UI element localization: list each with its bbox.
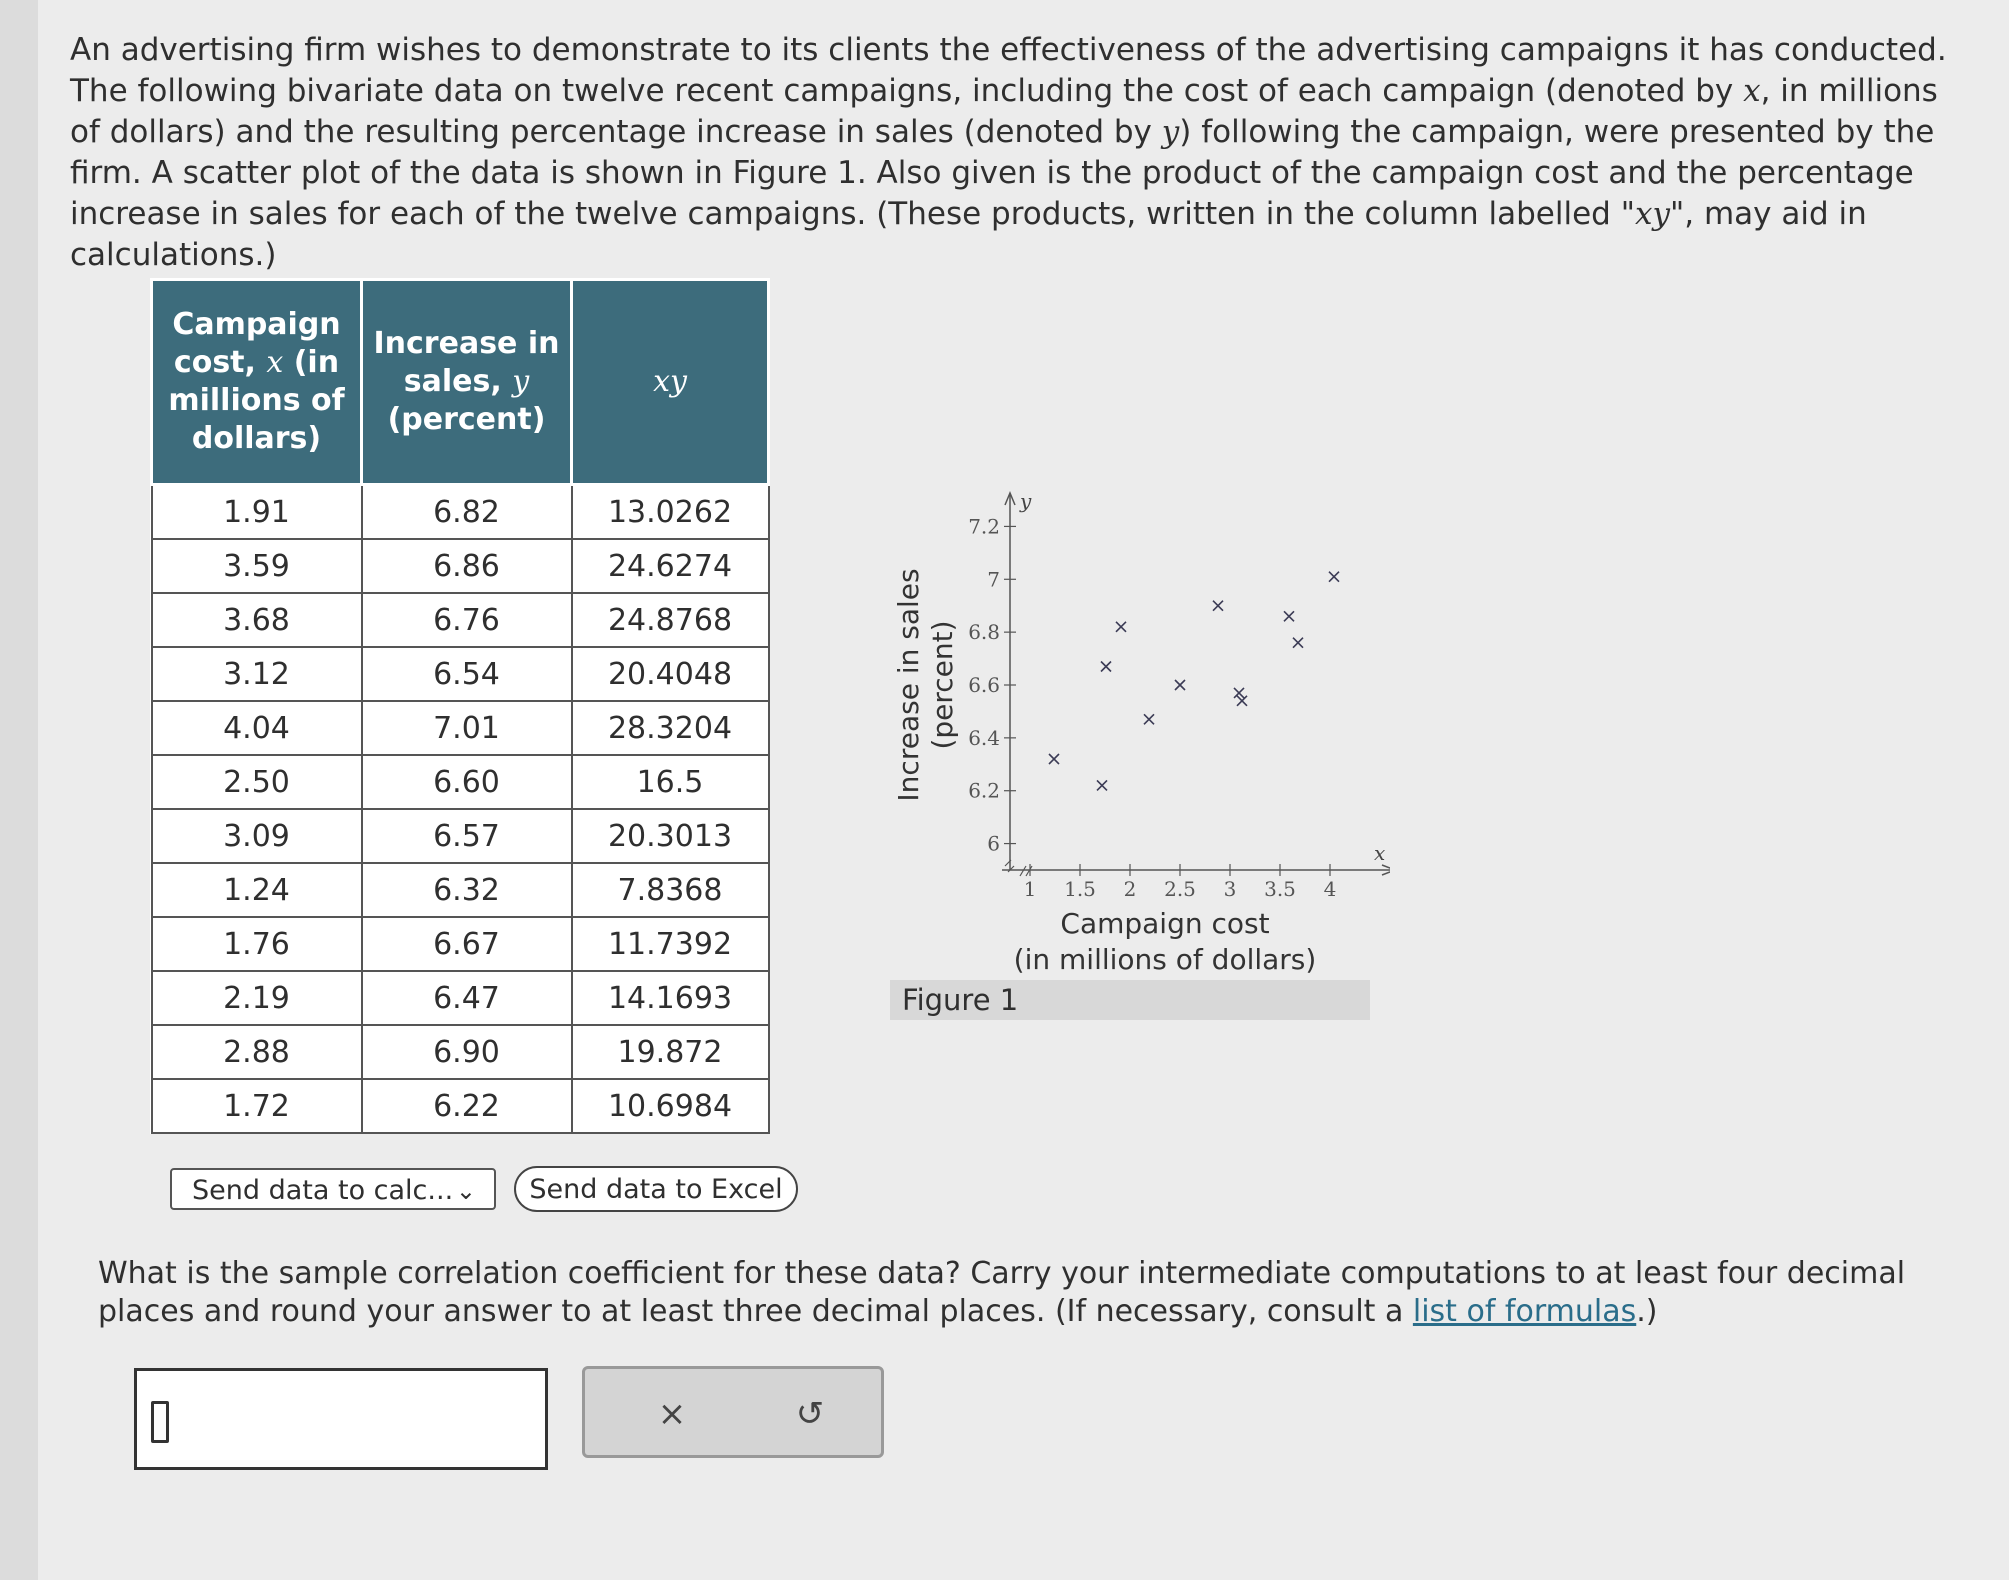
table-row	[152, 539, 769, 593]
cell-increase: 6.82	[362, 485, 572, 540]
table-row	[152, 971, 769, 1025]
header-xy: xy	[572, 280, 769, 485]
cell-increase: 6.76	[362, 593, 572, 647]
scatter-plot	[880, 480, 1390, 1020]
cell-cost: 3.59	[152, 539, 362, 593]
cell-xy: 24.8768	[572, 593, 769, 647]
y-axis-label-line2: (percent)	[926, 620, 959, 750]
x-axis-label-line1: Campaign cost	[1060, 907, 1270, 940]
data-point	[1049, 754, 1059, 764]
y-tick-label: 6	[987, 831, 1000, 856]
x-axis-label-line2: (in millions of dollars)	[1013, 943, 1317, 976]
cell-increase: 7.01	[362, 701, 572, 755]
table-row	[152, 485, 769, 540]
table-row	[152, 1025, 769, 1079]
table-row	[152, 755, 769, 809]
header-campaign-cost: Campaign cost, x (in millions of dollars)	[152, 280, 362, 485]
cell-xy: 24.6274	[572, 539, 769, 593]
cell-increase: 6.67	[362, 917, 572, 971]
y-axis-label-line1: Increase in sales	[892, 568, 925, 802]
y-axis-letter: y	[1020, 489, 1032, 513]
table-row	[152, 917, 769, 971]
left-page-shade	[0, 0, 38, 1580]
y-tick-label: 6.6	[968, 673, 1000, 697]
cell-xy: 19.872	[572, 1025, 769, 1079]
cell-xy: 16.5	[572, 755, 769, 809]
y-tick-label: 7.2	[968, 514, 1000, 539]
x-tick-label: 2	[1123, 877, 1137, 901]
cell-xy: 7.8368	[572, 863, 769, 917]
y-tick-label: 6.4	[968, 725, 1000, 750]
table-row	[152, 1079, 769, 1133]
chevron-down-icon: ⌄	[455, 1177, 476, 1205]
table-row	[152, 701, 769, 755]
cell-xy: 20.4048	[572, 647, 769, 701]
cell-cost: 2.88	[152, 1025, 362, 1079]
question-text: What is the sample correlation coefficient for these data? Carry your intermediate computations to at least four decimal places and round your answer to at least three decimal places. (If necessary, consult a list of formulas.)	[98, 1256, 1906, 1329]
cell-xy: 10.6984	[572, 1079, 769, 1133]
y-tick-label: 6.2	[968, 778, 1000, 803]
cell-xy: 13.0262	[572, 485, 769, 540]
cell-xy: 11.7392	[572, 917, 769, 971]
cell-cost: 1.91	[152, 485, 362, 540]
scatter-plot-svg	[880, 480, 1390, 1020]
cell-increase: 6.90	[362, 1025, 572, 1079]
cell-xy: 14.1693	[572, 971, 769, 1025]
table-row	[152, 809, 769, 863]
table-row	[152, 593, 769, 647]
data-point	[1116, 622, 1126, 632]
list-of-formulas-link[interactable]: list of formulas	[1412, 1294, 1637, 1329]
answer-actions	[582, 1366, 884, 1458]
data-table	[150, 278, 770, 1134]
x-tick-label: 4	[1323, 877, 1337, 901]
cell-cost: 2.50	[152, 755, 362, 809]
x-axis-letter: x	[1374, 841, 1386, 865]
cell-increase: 6.32	[362, 863, 572, 917]
data-point	[1213, 601, 1223, 611]
cell-increase: 6.60	[362, 755, 572, 809]
x-tick-label: 2.5	[1164, 877, 1196, 901]
cell-cost: 3.09	[152, 809, 362, 863]
x-tick-label: 3.5	[1264, 877, 1296, 901]
x-tick-label: 1.5	[1064, 877, 1096, 901]
data-point	[1101, 662, 1111, 672]
cell-cost: 3.68	[152, 593, 362, 647]
data-point	[1144, 714, 1154, 724]
text-cursor-icon	[151, 1401, 169, 1443]
y-tick-label: 6.8	[968, 620, 1000, 645]
y-tick-label: 7	[987, 567, 1000, 592]
data-point	[1175, 680, 1185, 690]
answer-input[interactable]	[134, 1368, 548, 1470]
figure-label: Figure 1	[890, 980, 1370, 1020]
cell-cost: 3.12	[152, 647, 362, 701]
calc-select-label: Send data to calc...	[192, 1175, 454, 1206]
data-point	[1234, 688, 1244, 698]
cell-increase: 6.22	[362, 1079, 572, 1133]
data-point	[1097, 780, 1107, 790]
data-point	[1329, 572, 1339, 582]
x-tick-label: 1	[1023, 877, 1037, 901]
cell-xy: 28.3204	[572, 701, 769, 755]
cell-increase: 6.57	[362, 809, 572, 863]
cell-cost: 1.76	[152, 917, 362, 971]
cell-increase: 6.54	[362, 647, 572, 701]
send-to-calculator-select[interactable]	[170, 1168, 496, 1210]
data-point	[1284, 611, 1294, 621]
undo-button[interactable]: ↺	[795, 1394, 825, 1434]
cell-cost: 4.04	[152, 701, 362, 755]
cell-xy: 20.3013	[572, 809, 769, 863]
send-to-excel-button[interactable]: Send data to Excel	[514, 1166, 798, 1212]
cell-cost: 1.72	[152, 1079, 362, 1133]
cell-cost: 2.19	[152, 971, 362, 1025]
data-point	[1237, 696, 1247, 706]
cell-increase: 6.86	[362, 539, 572, 593]
cell-cost: 1.24	[152, 863, 362, 917]
table-row	[152, 647, 769, 701]
data-point	[1293, 638, 1303, 648]
header-increase-in-sales: Increase in sales, y (percent)	[362, 280, 572, 485]
problem-intro: An advertising firm wishes to demonstrate to its clients the effectiveness of the advertising campaigns it has conducted. The following bivariate data on twelve recent campaigns, including the cost of each campaign (denoted by x, in millions of dollars) and the resulting percentage increase in sales (denoted by y) following the campaign, were presented by the firm. A scatter plot of the data is shown in Figure 1. Also given is the product of the campaign cost and the percentage increase in sales for each of the twelve campaigns. (These products, written in the column labelled "xy", may aid in calculations.)	[70, 32, 1947, 273]
clear-button[interactable]: ×	[657, 1394, 687, 1434]
x-tick-label: 3	[1223, 877, 1237, 901]
cell-increase: 6.47	[362, 971, 572, 1025]
table-row	[152, 863, 769, 917]
